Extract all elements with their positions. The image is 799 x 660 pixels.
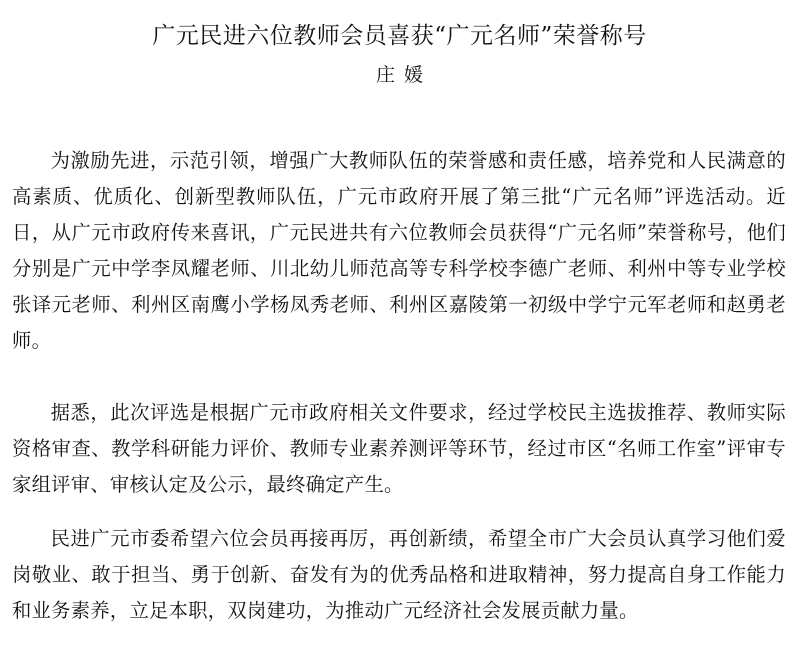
article-paragraph-2: 据悉，此次评选是根据广元市政府相关文件要求，经过学校民主选拔推荐、教师实际资格审查、教学科研能力评价、教师专业素养测评等环节，经过市区“名师工作室”评审专家组评审、审核认定及公示，最终确定产生。 <box>12 401 786 496</box>
article-author: 庄媛 <box>375 64 432 86</box>
article-title: 广元民进六位教师会员喜获“广元名师”荣誉称号 <box>152 23 647 49</box>
article-paragraph-3: 民进广元市委希望六位会员再接再厉，再创新绩，希望全市广大会员认真学习他们爱岗敬业、敢于担当、勇于创新、奋发有为的优秀品格和进取精神，努力提高自身工作能力和业务素养，立足本职，双岗建功，为推动广元经济社会发展贡献力量。 <box>12 527 786 622</box>
article-paragraph-1: 为激励先进，示范引领，增强广大教师队伍的荣誉感和责任感，培养党和人民满意的高素质、优质化、创新型教师队伍，广元市政府开展了第三批“广元名师”评选活动。近日，从广元市政府传来喜讯，广元民进共有六位教师会员获得“广元名师”荣誉称号，他们分别是广元中学李凤耀老师、川北幼儿师范高等专科学校李德广老师、利州中等专业学校张译元老师、利州区南鹰小学杨凤秀老师、利州区嘉陵第一初级中学宁元军老师和赵勇老师。 <box>12 149 786 352</box>
